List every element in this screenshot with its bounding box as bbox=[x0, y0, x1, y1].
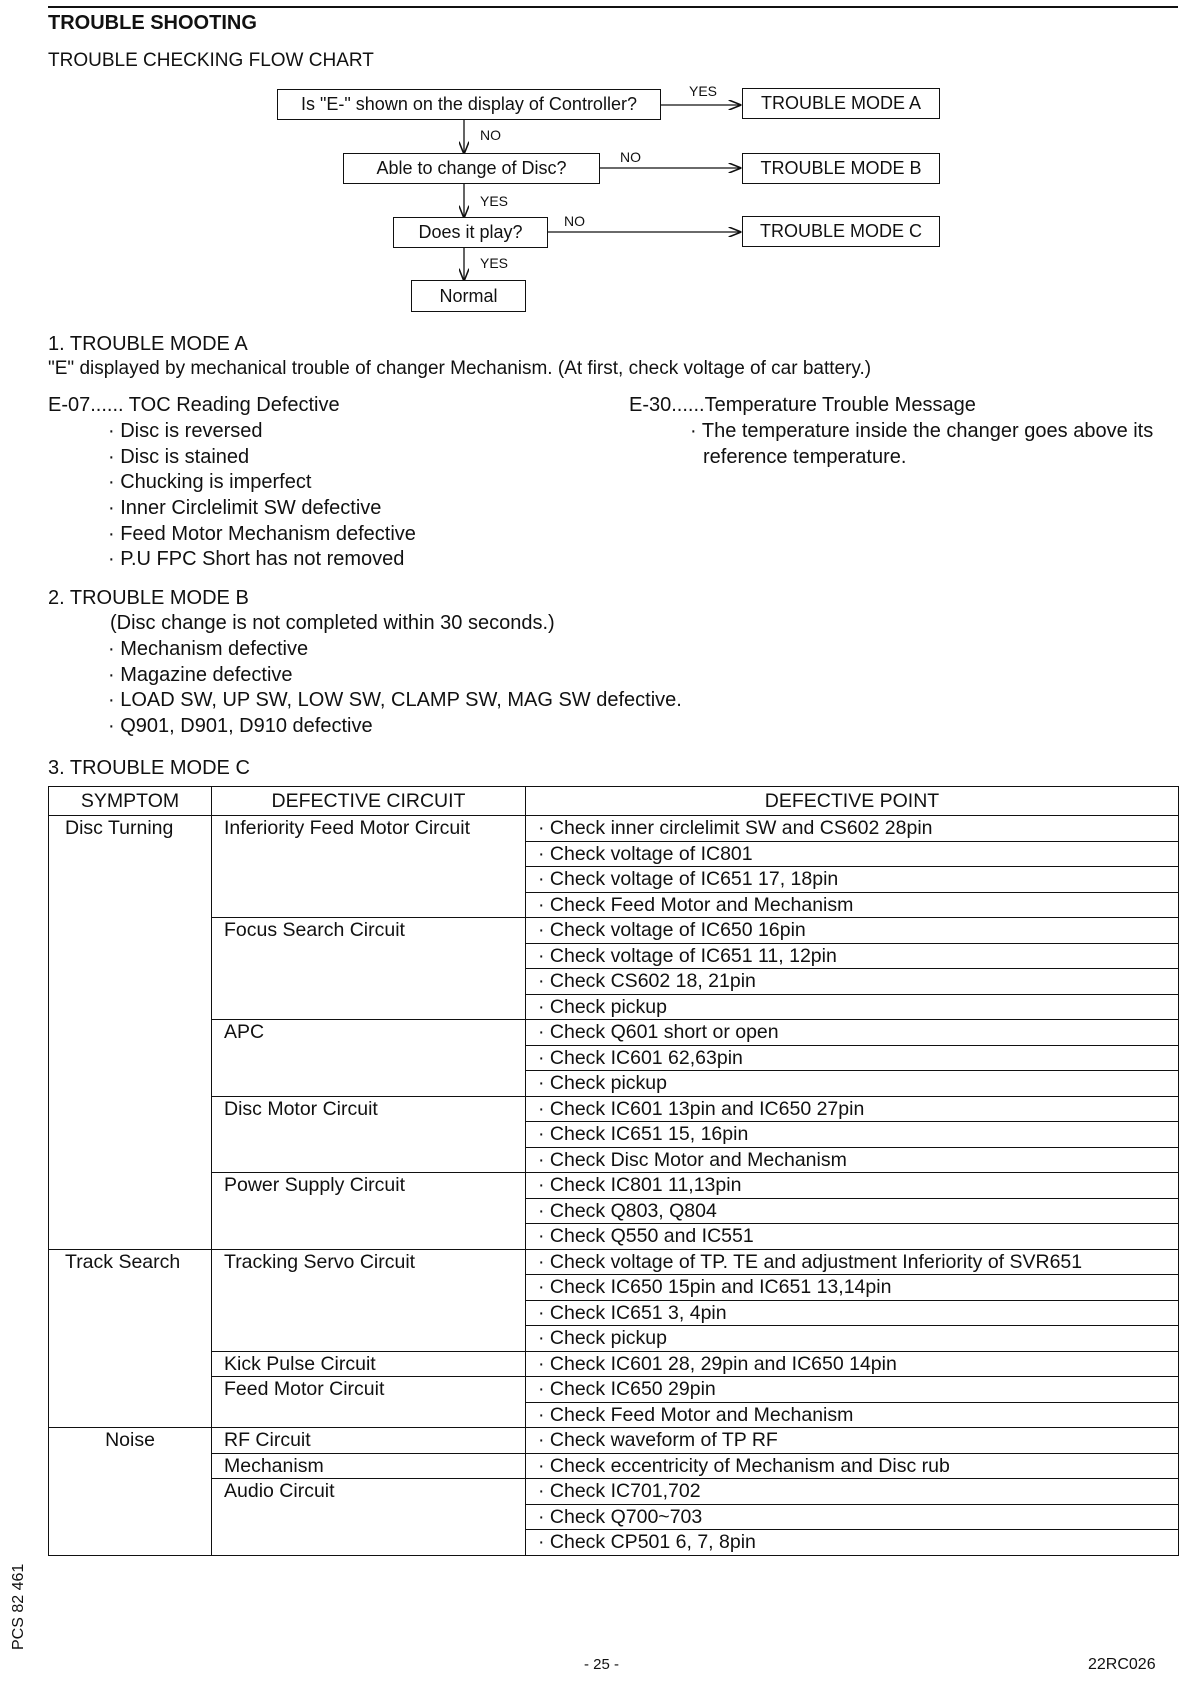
page-title: TROUBLE SHOOTING bbox=[48, 12, 257, 34]
defective-point-cell: · Check IC651 3, 4pin bbox=[526, 1300, 1179, 1326]
flowchart-title: TROUBLE CHECKING FLOW CHART bbox=[48, 50, 374, 71]
mode-b-note: (Disc change is not completed within 30 seconds.) bbox=[110, 612, 555, 634]
e07-item: · P.U FPC Short has not removed bbox=[108, 548, 405, 570]
defective-point-cell: · Check voltage of IC650 16pin bbox=[526, 918, 1179, 944]
defective-point-cell: · Check IC650 15pin and IC651 13,14pin bbox=[526, 1275, 1179, 1301]
table-row bbox=[49, 1020, 1179, 1046]
circuit-cell: Inferiority Feed Motor Circuit bbox=[212, 816, 526, 918]
defective-point-cell: · Check IC701,702 bbox=[526, 1479, 1179, 1505]
symptom-cell: Disc Turning bbox=[49, 816, 212, 1250]
table-body bbox=[49, 816, 1179, 1556]
mode-b-item: · Q901, D901, D910 defective bbox=[108, 715, 373, 737]
mode-a-heading: 1. TROUBLE MODE A bbox=[48, 333, 248, 355]
defective-point-cell: · Check CS602 18, 21pin bbox=[526, 969, 1179, 995]
e07-item: · Disc is stained bbox=[108, 446, 250, 468]
mode-b-item: · Magazine defective bbox=[108, 664, 293, 686]
mode-a-intro: "E" displayed by mechanical trouble of changer Mechanism. (At first, check voltage of car battery.) bbox=[48, 358, 872, 379]
defective-point-cell: · Check CP501 6, 7, 8pin bbox=[526, 1530, 1179, 1556]
flow-label-yes-3: YES bbox=[480, 255, 509, 271]
circuit-cell: Focus Search Circuit bbox=[212, 918, 526, 1020]
defective-point-cell: · Check IC601 62,63pin bbox=[526, 1045, 1179, 1071]
e30-line-1: · The temperature inside the changer goes above its bbox=[690, 420, 1154, 442]
flow-trouble-mode-c: TROUBLE MODE C bbox=[742, 216, 940, 247]
flow-trouble-mode-b: TROUBLE MODE B bbox=[742, 153, 940, 184]
e07-item: · Feed Motor Mechanism defective bbox=[108, 523, 416, 545]
circuit-cell: Power Supply Circuit bbox=[212, 1173, 526, 1250]
flow-normal: Normal bbox=[411, 280, 526, 312]
circuit-cell: APC bbox=[212, 1020, 526, 1097]
flow-question-error-display: Is "E-" shown on the display of Controller? bbox=[277, 89, 661, 120]
circuit-cell: Tracking Servo Circuit bbox=[212, 1249, 526, 1351]
e07-item: · Disc is reversed bbox=[108, 420, 263, 442]
flow-label-yes-2: YES bbox=[480, 193, 509, 209]
defective-point-cell: · Check pickup bbox=[526, 1071, 1179, 1097]
mode-b-item: · Mechanism defective bbox=[108, 638, 309, 660]
e30-title: E-30......Temperature Trouble Message bbox=[629, 394, 976, 416]
trouble-mode-c-table bbox=[48, 786, 1179, 1556]
defective-point-cell: · Check pickup bbox=[526, 994, 1179, 1020]
col-header-circuit: DEFECTIVE CIRCUIT bbox=[212, 787, 526, 816]
defective-point-cell: · Check Q601 short or open bbox=[526, 1020, 1179, 1046]
symptom-cell: Track Search bbox=[49, 1249, 212, 1428]
table-row bbox=[49, 816, 1179, 842]
col-header-point: DEFECTIVE POINT bbox=[526, 787, 1179, 816]
flow-label-no-1: NO bbox=[480, 127, 501, 143]
flow-label-no-2: NO bbox=[620, 149, 641, 165]
e30-line-2: reference temperature. bbox=[703, 446, 907, 468]
mode-b-item: · LOAD SW, UP SW, LOW SW, CLAMP SW, MAG SW defective. bbox=[108, 689, 682, 711]
defective-point-cell: · Check IC650 29pin bbox=[526, 1377, 1179, 1403]
defective-point-cell: · Check IC601 28, 29pin and IC650 14pin bbox=[526, 1351, 1179, 1377]
defective-point-cell: · Check pickup bbox=[526, 1326, 1179, 1352]
defective-point-cell: · Check IC601 13pin and IC650 27pin bbox=[526, 1096, 1179, 1122]
table-row bbox=[49, 1377, 1179, 1403]
flow-question-disc-change: Able to change of Disc? bbox=[343, 153, 600, 184]
table-header-row bbox=[49, 787, 1179, 816]
circuit-cell: Kick Pulse Circuit bbox=[212, 1351, 526, 1377]
defective-point-cell: · Check IC651 15, 16pin bbox=[526, 1122, 1179, 1148]
circuit-cell: Feed Motor Circuit bbox=[212, 1377, 526, 1428]
flow-question-does-it-play: Does it play? bbox=[393, 217, 548, 248]
table-row bbox=[49, 1173, 1179, 1199]
table-row bbox=[49, 1096, 1179, 1122]
flow-label-yes-1: YES bbox=[689, 83, 718, 99]
defective-point-cell: · Check Q550 and IC551 bbox=[526, 1224, 1179, 1250]
defective-point-cell: · Check inner circlelimit SW and CS602 28pin bbox=[526, 816, 1179, 842]
defective-point-cell: · Check voltage of IC651 17, 18pin bbox=[526, 867, 1179, 893]
circuit-cell: RF Circuit bbox=[212, 1428, 526, 1454]
table-row bbox=[49, 1428, 1179, 1454]
defective-point-cell: · Check Disc Motor and Mechanism bbox=[526, 1147, 1179, 1173]
defective-point-cell: · Check voltage of TP. TE and adjustment Inferiority of SVR651 bbox=[526, 1249, 1179, 1275]
e07-item: · Chucking is imperfect bbox=[108, 471, 312, 493]
defective-point-cell: · Check eccentricity of Mechanism and Disc rub bbox=[526, 1453, 1179, 1479]
table-row bbox=[49, 1479, 1179, 1505]
document-code: 22RC026 bbox=[1088, 1656, 1156, 1673]
flow-trouble-mode-a: TROUBLE MODE A bbox=[742, 88, 940, 119]
mode-b-heading: 2. TROUBLE MODE B bbox=[48, 587, 249, 609]
defective-point-cell: · Check voltage of IC801 bbox=[526, 841, 1179, 867]
e07-item: · Inner Circlelimit SW defective bbox=[108, 497, 382, 519]
mode-c-heading: 3. TROUBLE MODE C bbox=[48, 757, 250, 779]
defective-point-cell: · Check Feed Motor and Mechanism bbox=[526, 1402, 1179, 1428]
defective-point-cell: · Check Q700~703 bbox=[526, 1504, 1179, 1530]
defective-point-cell: · Check Feed Motor and Mechanism bbox=[526, 892, 1179, 918]
circuit-cell: Disc Motor Circuit bbox=[212, 1096, 526, 1173]
e07-title: E-07...... TOC Reading Defective bbox=[48, 394, 340, 416]
table-row bbox=[49, 1249, 1179, 1275]
symptom-cell: Noise bbox=[49, 1428, 212, 1556]
table-row bbox=[49, 1453, 1179, 1479]
defective-point-cell: · Check IC801 11,13pin bbox=[526, 1173, 1179, 1199]
side-code: PCS 82 461 bbox=[10, 1563, 27, 1650]
circuit-cell: Audio Circuit bbox=[212, 1479, 526, 1556]
table-row bbox=[49, 1351, 1179, 1377]
col-header-symptom: SYMPTOM bbox=[49, 787, 212, 816]
flow-label-no-3: NO bbox=[564, 213, 585, 229]
defective-point-cell: · Check waveform of TP RF bbox=[526, 1428, 1179, 1454]
table-row bbox=[49, 918, 1179, 944]
page-number: - 25 - bbox=[584, 1656, 620, 1673]
circuit-cell: Mechanism bbox=[212, 1453, 526, 1479]
defective-point-cell: · Check Q803, Q804 bbox=[526, 1198, 1179, 1224]
defective-point-cell: · Check voltage of IC651 11, 12pin bbox=[526, 943, 1179, 969]
